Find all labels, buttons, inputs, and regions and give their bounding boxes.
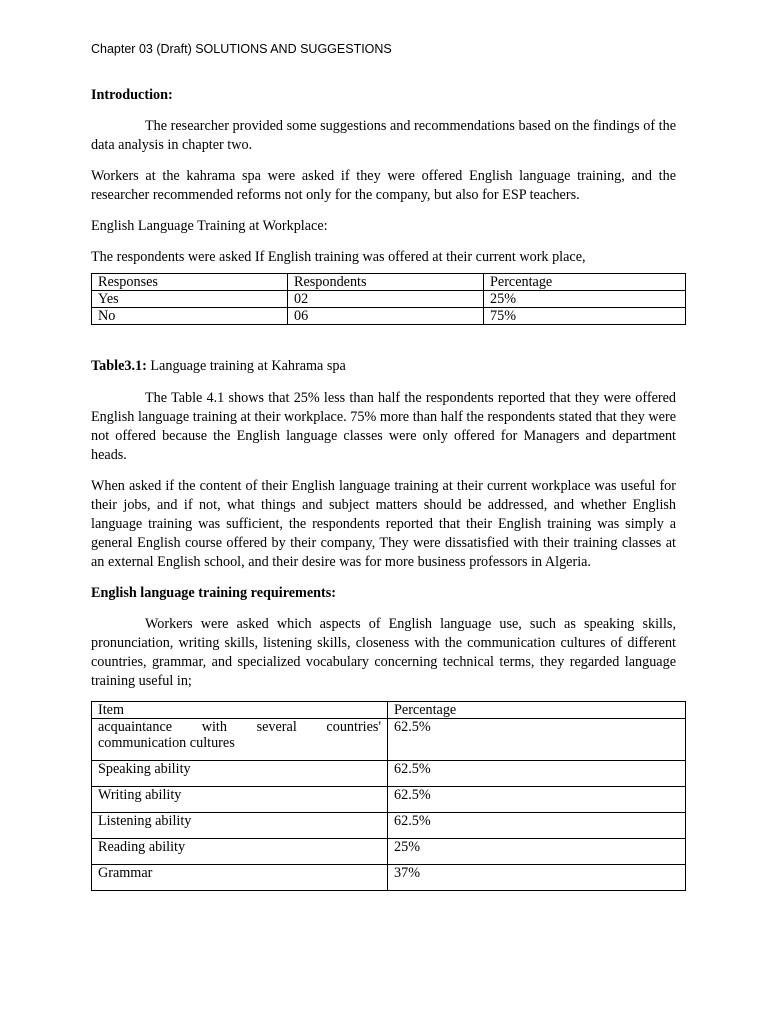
table-caption-text: Language training at Kahrama spa: [146, 358, 346, 374]
table-cell: 75%: [484, 308, 686, 325]
table-row: [92, 839, 686, 865]
table-cell: Writing ability: [92, 787, 388, 813]
table-row: [92, 761, 686, 787]
table-cell: 02: [288, 291, 484, 308]
table-cell: No: [92, 308, 288, 325]
table-cell: 62.5%: [388, 719, 686, 761]
table-cell: Speaking ability: [92, 761, 388, 787]
table-cell: Reading ability: [92, 839, 388, 865]
table-header-cell: Item: [92, 702, 388, 719]
table-row: [92, 813, 686, 839]
requirements-heading: English language training requirements:: [91, 585, 337, 601]
page-header: Chapter 03 (Draft) SOLUTIONS AND SUGGESTIONS: [91, 42, 392, 56]
paragraph-table-analysis: The Table 4.1 shows that 25% less than half the respondents reported that they were offered English language training at their workplace. 75% more than half the respondents stated that they were not offered because the English language classes were only offered for Managers and department heads.: [91, 390, 676, 463]
table-cell: Listening ability: [92, 813, 388, 839]
paragraph-respondents-asked: The respondents were asked If English training was offered at their current work place,: [91, 249, 586, 265]
table-row: [92, 719, 686, 761]
table-caption-label: Table3.1:: [91, 358, 147, 374]
table-cell: 06: [288, 308, 484, 325]
table-row: [92, 291, 686, 308]
table-header-cell: Respondents: [288, 274, 484, 291]
table-header-cell: Percentage: [388, 702, 686, 719]
table-cell: 62.5%: [388, 787, 686, 813]
table-cell: 62.5%: [388, 813, 686, 839]
table-cell: 37%: [388, 865, 686, 891]
document-body: [91, 86, 676, 891]
table-cell: 25%: [388, 839, 686, 865]
table-cell: 25%: [484, 291, 686, 308]
table-cell: 62.5%: [388, 761, 686, 787]
table-header-cell: Percentage: [484, 274, 686, 291]
table-caption: [91, 357, 676, 376]
table-row: [92, 308, 686, 325]
paragraph-workers: Workers at the kahrama spa were asked if they were offered English language training, and the researcher recommended reforms not only for the company, but also for ESP teachers.: [91, 168, 676, 203]
introduction-heading: Introduction:: [91, 87, 173, 103]
paragraph-intro: The researcher provided some suggestions and recommendations based on the findings of the data analysis in chapter two.: [91, 118, 676, 153]
table-cell: acquaintance with several countries' communication cultures: [92, 719, 388, 761]
table-header-row: [92, 702, 686, 719]
subheading-training-workplace: English Language Training at Workplace:: [91, 218, 328, 234]
responses-table: [91, 273, 686, 325]
table-row: [92, 865, 686, 891]
table-header-row: [92, 274, 686, 291]
table-header-cell: Responses: [92, 274, 288, 291]
requirements-table: [91, 701, 686, 891]
table-cell: Grammar: [92, 865, 388, 891]
paragraph-requirements: Workers were asked which aspects of English language use, such as speaking skills, pronunciation, writing skills, listening skills, closeness with the communication cultures of different countries, grammar, and specialized vocabulary concerning technical terms, they regarded language training useful in;: [91, 616, 676, 689]
table-row: [92, 787, 686, 813]
table-cell: Yes: [92, 291, 288, 308]
paragraph-content-training: When asked if the content of their English language training at their current workplace was useful for their jobs, and if not, what things and subject matters should be addressed, and whether English language training was sufficient, the respondents reported that their English training was simply a general English course offered by their company, They were dissatisfied with their training classes at an external English school, and their desire was for more business professors in Algeria.: [91, 478, 676, 570]
